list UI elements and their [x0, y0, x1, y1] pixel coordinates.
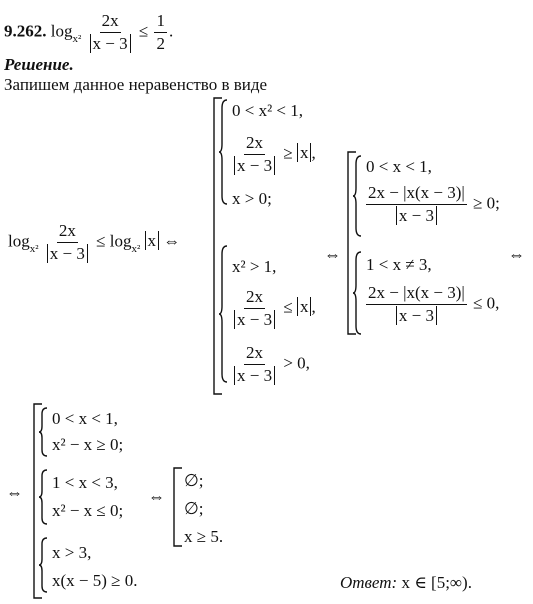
problem-header: 9.262. $\log_{x^2}$ $\frac{2x}{x - 3}$ ≤ $\frac{1}{2}$ .	[4, 11, 174, 53]
brace-e2	[39, 468, 49, 526]
system-a-line1: 0 < x² < 1,	[232, 101, 304, 120]
brace-d	[353, 250, 363, 336]
iff-5: ⇔	[148, 487, 165, 506]
brace-a	[219, 98, 229, 206]
bracket-f	[172, 466, 184, 548]
system-f-l1: ∅;	[184, 471, 204, 490]
system-c-line2: $\frac{2x - |x(x - 3)|}{x - 3}$ ≥ 0;	[368, 183, 500, 225]
system-e-a2: x² − x ≥ 0;	[52, 435, 124, 454]
iff-3: ⇔	[508, 245, 525, 264]
system-e-c1: x > 3,	[52, 543, 92, 562]
brace-b	[219, 244, 229, 384]
step1-iff: ⇔	[163, 231, 181, 251]
header-log: log	[50, 21, 73, 41]
system-e-c2: x(x − 5) ≥ 0.	[52, 571, 138, 590]
header-relation: ≤	[138, 21, 149, 41]
brace-e1	[39, 406, 49, 458]
system-f-l3: x ≥ 5.	[184, 527, 224, 546]
system-a-line3: x > 0;	[232, 189, 272, 208]
iff-2: ⇔	[324, 245, 341, 264]
system-d-line1: 1 < x ≠ 3,	[366, 255, 432, 274]
header-rhs-fraction: $\frac{1}{2}$	[156, 11, 165, 53]
system-e-b1: 1 < x < 3,	[52, 473, 118, 492]
answer-label: Ответ:	[340, 573, 398, 592]
intro-text: Запишем данное неравенство в виде	[4, 75, 268, 94]
step1-expression: $\log_{x^2}$ $\frac{2x}{x - 3}$ ≤ $\log_{x^2} x$ ⇔	[8, 221, 181, 263]
system-b-line2: $\frac{2x}{x - 3}$ ≤ x ,	[230, 288, 316, 329]
solution-label: Решение.	[4, 55, 74, 74]
brace-c	[353, 154, 363, 238]
system-b-line3: $\frac{2x}{x - 3}$ > 0,	[230, 344, 310, 385]
system-e-b2: x² − x ≤ 0;	[52, 501, 124, 520]
system-e-a1: 0 < x < 1,	[52, 409, 118, 428]
answer	[340, 574, 472, 591]
header-fraction: $\frac{2x}{x - 3}$	[88, 12, 133, 53]
problem-number: 9.262.	[4, 21, 47, 41]
answer-value: x ∈ [5;∞).	[401, 573, 472, 592]
system-b-line1: x² > 1,	[232, 257, 277, 276]
header-log-base: x²	[72, 33, 82, 46]
system-a-line2: $\frac{2x}{x - 3}$ ≥ x ,	[230, 134, 316, 175]
system-c-line1: 0 < x < 1,	[366, 157, 432, 176]
iff-4: ⇔	[6, 483, 23, 502]
brace-e3	[39, 536, 49, 594]
system-d-line2: $\frac{2x - |x(x - 3)|}{x - 3}$ ≤ 0,	[368, 283, 500, 325]
system-f-l2: ∅;	[184, 499, 204, 518]
